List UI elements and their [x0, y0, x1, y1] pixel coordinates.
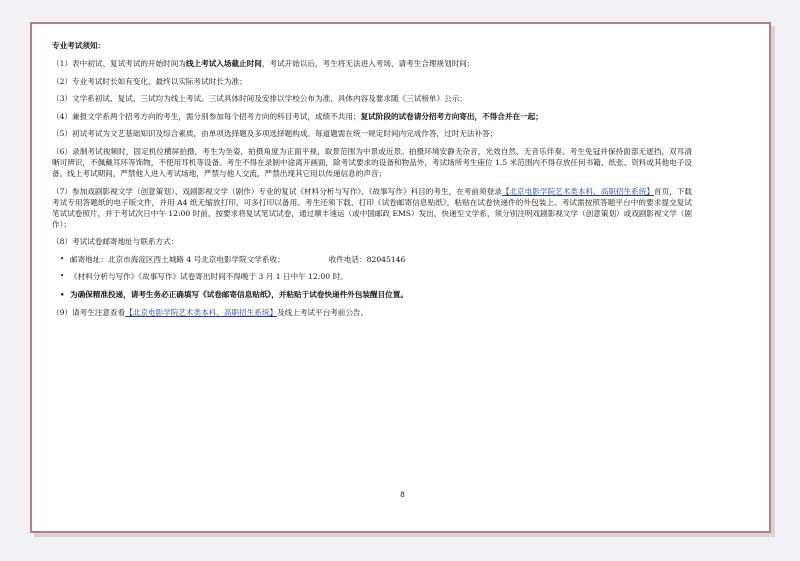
notice-item-5: （5）初试考试为文艺基础知识及综合素质，由单项选择题及多项选择题构成。每道题需在统一规定时间内完成作答，过时无法补答；: [52, 129, 498, 139]
section-heading: 专业考试须知：: [52, 41, 106, 50]
exam-notice: [52, 40, 692, 324]
emphasis-text: 复试阶段的试卷请分招考方向寄出，不得合并在一起；: [360, 111, 543, 121]
admission-system-link[interactable]: 【北京电影学院艺术类本科、高职招生系统】: [501, 186, 654, 196]
bullet-icon: •: [60, 289, 65, 299]
notice-item-6: （6）录制考试视频时，固定机位横屏拍摄，考生为坐姿，拍摄角度为正面平视，取景范围为中景或近景。拍摄环境安静无杂音，光效自然、无音乐伴奏。考生免冠并保持面部无遮挡，双耳清晰可辨识，不佩戴耳环等饰物，不使用耳机等设备。考生不得在录制中途离开画面，除考试要求的设备和物品外，考试场所考生座位 1.5 米范围内不得存放任何书籍、纸张、资料或其他电子设备。线上考试期间，严禁他人进入考试场地，严禁与他人交流，严禁出现其它用以传递信息的声音；: [52, 146, 692, 178]
admission-system-link[interactable]: 【北京电影学院艺术类本科、高职招生系统】: [125, 307, 278, 317]
emphasis-text: 线上考试入场截止时间: [185, 59, 262, 68]
bullet-icon: •: [60, 272, 65, 281]
recipient-phone: 收件电话：82045146: [328, 254, 406, 264]
notice-item-4: （4）兼报文学系两个招考方向的考生，需分别参加每个招考方向的科目考试，成绩不共用；复试阶段的试卷请分招考方向寄出，不得合并在一起；: [52, 111, 543, 121]
bullet-icon: •: [60, 254, 65, 263]
notice-item-9: （9）请考生注意查看【北京电影学院艺术类本科、高职招生系统】及线上考试平台考前公告。: [52, 307, 369, 317]
notice-item-8: （8）考试试卷邮寄地址与联系方式：: [52, 237, 179, 247]
bullet-sticker-reminder: • 为确保精准投递，请考生务必正确填写《试卷邮寄信息贴纸》，并粘贴于试卷快递件外包装醒目位置。: [60, 289, 408, 299]
bullet-deadline: • 《材料分析与写作》《故事写作》试卷寄出时间不得晚于 3 月 1 日中午 12:00 时。: [60, 272, 348, 282]
bullet-address: [52, 254, 692, 265]
notice-item-3: （3）文学系初试、复试、三试均为线上考试。三试具体时间及安排以学校公布为准，具体内容及要求随《三试榜单》公示；: [52, 94, 467, 104]
notice-item-2: （2）专业考试时长如有变化，最终以实际考试时长为准；: [52, 76, 247, 86]
notice-item-7: （7）参加戏剧影视文学（创意策划）、戏剧影视文学（剧作）专业的复试《材料分析与写作》、《故事写作》科目的考生，在考前须登录【北京电影学院艺术类本科、高职招生系统】首页，下载考试专用答题纸的电子版文件，并用 A4 纸无缩放打印，可多打印以备用。考生还须下载、打印《试卷邮寄信息贴纸》，粘贴在试卷快递件的外包装上。考试需按照答题平台中的要求提交复试笔试试卷照片，并于考试次日中午 12:00 时前，按要求将复试笔试试卷，通过顺丰速运（或中国邮政 EMS）发出，快递至文学系，须分别注明戏剧影视文学（创意策划）或戏剧影视文学（剧作）；: [52, 186, 693, 229]
page-number: 8: [400, 490, 405, 499]
mailing-address: 邮寄地址：北京市海淀区西土城路 4 号北京电影学院文学系收；: [70, 254, 285, 264]
notice-item-1: （1）表中初试、复试考试的开始时间为线上考试入场截止时间，考试开始以后，考生将无法进入考场，请考生合理规划时间；: [52, 59, 475, 68]
